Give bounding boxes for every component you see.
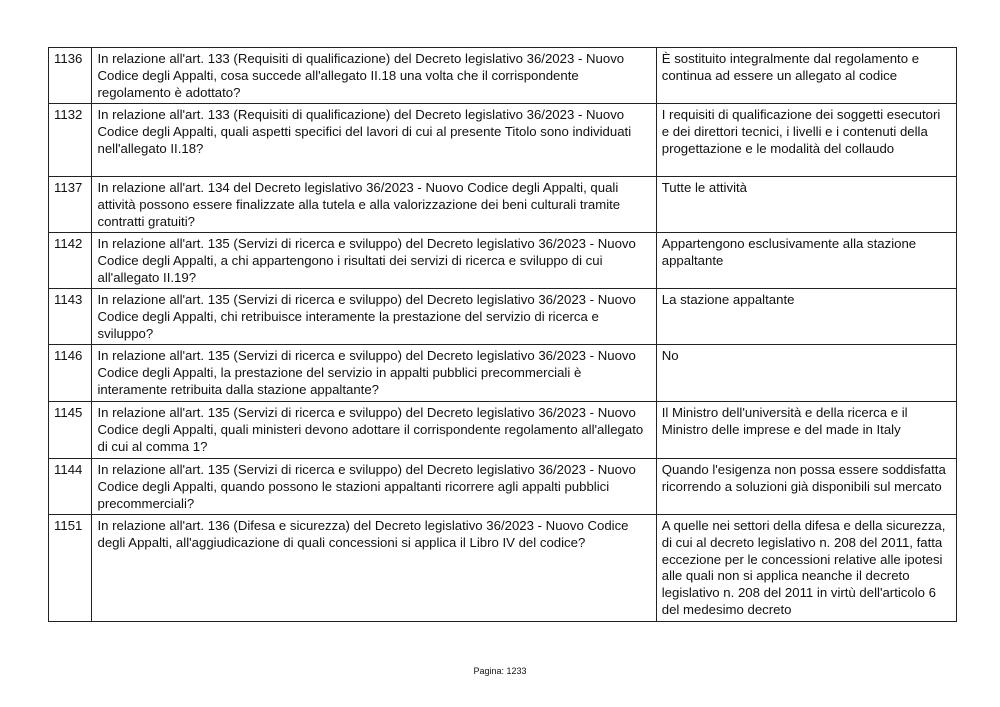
answer-text: Appartengono esclusivamente alla stazione appaltante	[656, 233, 956, 289]
question-number: 1143	[49, 289, 92, 345]
question-number: 1136	[49, 48, 92, 104]
answer-text: Il Ministro dell'università e della ricerca e il Ministro delle imprese e del made in Italy	[656, 402, 956, 459]
question-number: 1146	[49, 345, 92, 402]
answer-text: Tutte le attività	[656, 177, 956, 233]
table-row	[49, 289, 957, 345]
question-number: 1151	[49, 515, 92, 622]
table-row	[49, 515, 957, 622]
question-number: 1137	[49, 177, 92, 233]
question-text: In relazione all'art. 135 (Servizi di ricerca e sviluppo) del Decreto legislativo 36/2023 - Nuovo Codice degli Appalti, quali ministeri devono adottare il corrispondente regolamento all'allegato di cui al comma 1?	[92, 402, 656, 459]
question-number: 1132	[49, 104, 92, 177]
table-row	[49, 48, 957, 104]
qa-table	[48, 47, 957, 622]
table-row	[49, 459, 957, 515]
question-number: 1142	[49, 233, 92, 289]
answer-text: Quando l'esigenza non possa essere soddisfatta ricorrendo a soluzioni già disponibili sul mercato	[656, 459, 956, 515]
table-row	[49, 345, 957, 402]
question-text: In relazione all'art. 134 del Decreto legislativo 36/2023 - Nuovo Codice degli Appalti, quali attività possono essere finalizzate alla tutela e alla valorizzazione dei beni culturali tramite contratti gratuiti?	[92, 177, 656, 233]
answer-text: I requisiti di qualificazione dei soggetti esecutori e dei direttori tecnici, i livelli e i contenuti della progettazione e le modalità del collaudo	[656, 104, 956, 177]
answer-text: No	[656, 345, 956, 402]
question-text: In relazione all'art. 136 (Difesa e sicurezza) del Decreto legislativo 36/2023 - Nuovo Codice degli Appalti, all'aggiudicazione di quali concessioni si applica il Libro IV del codice?	[92, 515, 656, 622]
table-row	[49, 177, 957, 233]
answer-text: A quelle nei settori della difesa e della sicurezza, di cui al decreto legislativo n. 208 del 2011, fatta eccezione per le concessioni relative alle ipotesi alle quali non si applica neanche il decreto legislativo n. 208 del 2011 in virtù dell'articolo 6 del medesimo decreto	[656, 515, 956, 622]
question-number: 1144	[49, 459, 92, 515]
question-text: In relazione all'art. 133 (Requisiti di qualificazione) del Decreto legislativo 36/2023 - Nuovo Codice degli Appalti, cosa succede all'allegato II.18 una volta che il corrispondente regolamento è adottato?	[92, 48, 656, 104]
table-row	[49, 402, 957, 459]
question-text: In relazione all'art. 135 (Servizi di ricerca e sviluppo) del Decreto legislativo 36/2023 - Nuovo Codice degli Appalti, quando possono le stazioni appaltanti ricorrere agli appalti pubblici precommerciali?	[92, 459, 656, 515]
question-text: In relazione all'art. 133 (Requisiti di qualificazione) del Decreto legislativo 36/2023 - Nuovo Codice degli Appalti, quali aspetti specifici del lavori di cui al presente Titolo sono individuati nell'allegato II.18?	[92, 104, 656, 177]
page-number: Pagina: 1233	[473, 666, 527, 676]
table-row	[49, 233, 957, 289]
table-row	[49, 104, 957, 177]
question-text: In relazione all'art. 135 (Servizi di ricerca e sviluppo) del Decreto legislativo 36/2023 - Nuovo Codice degli Appalti, la prestazione del servizio in appalti pubblici precommerciali è interamente retribuita dalla stazione appaltante?	[92, 345, 656, 402]
question-text: In relazione all'art. 135 (Servizi di ricerca e sviluppo) del Decreto legislativo 36/2023 - Nuovo Codice degli Appalti, chi retribuisce interamente la prestazione del servizio di ricerca e sviluppo?	[92, 289, 656, 345]
answer-text: La stazione appaltante	[656, 289, 956, 345]
answer-text: È sostituito integralmente dal regolamento e continua ad essere un allegato al codice	[656, 48, 956, 104]
question-number: 1145	[49, 402, 92, 459]
question-text: In relazione all'art. 135 (Servizi di ricerca e sviluppo) del Decreto legislativo 36/2023 - Nuovo Codice degli Appalti, a chi appartengono i risultati dei servizi di ricerca e sviluppo di cui all'allegato II.19?	[92, 233, 656, 289]
